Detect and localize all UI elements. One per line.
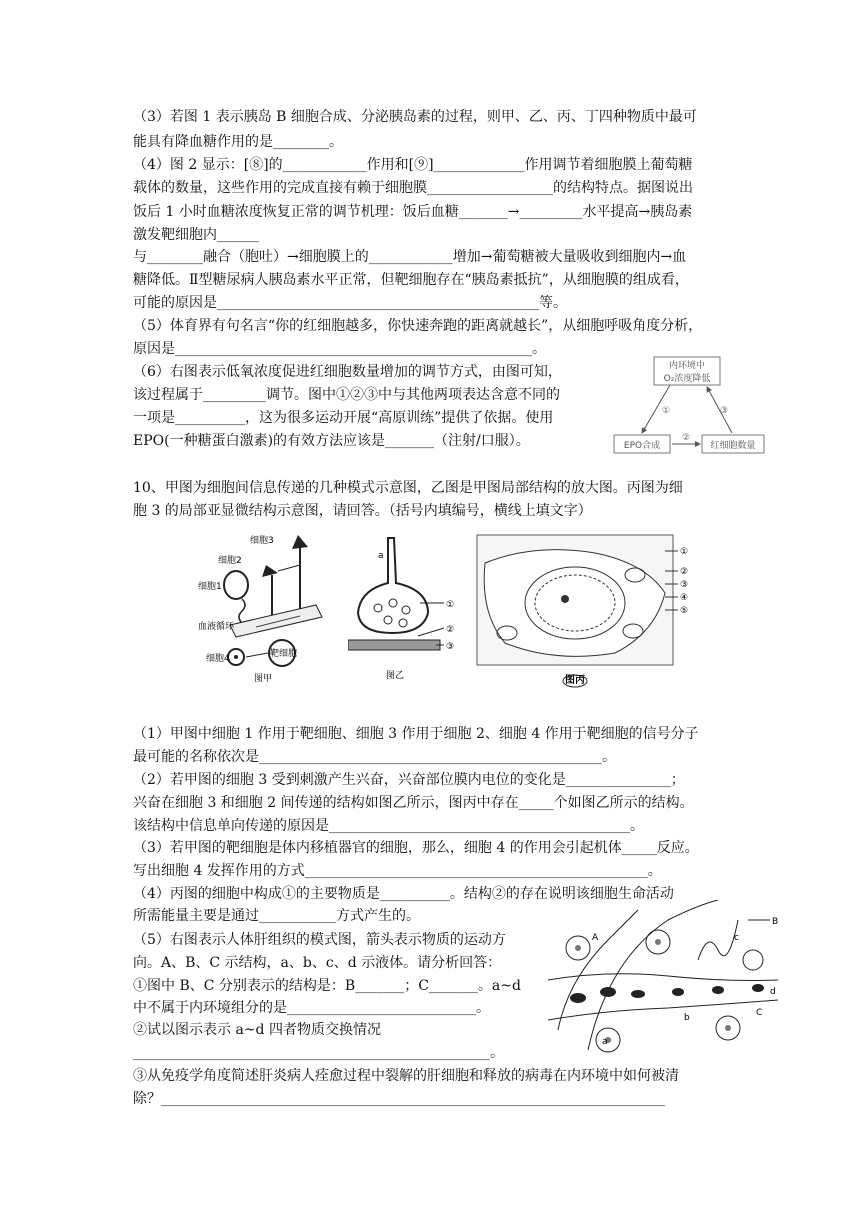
label-bing-1: ①	[680, 547, 689, 557]
liver-tissue-figure	[548, 900, 778, 1060]
q5-line2: 原因是___________________________________________________。	[133, 341, 546, 357]
s5-line6: ___________________________________________________。	[133, 1045, 504, 1061]
label-cell2: 细胞2	[218, 556, 242, 566]
q4-line2: 载体的数量，这些作用的完成直接有赖于细胞膜__________________的结构特点。据图说出	[133, 180, 693, 196]
liver-label-A: A	[592, 933, 599, 943]
arrow2-label: ②	[682, 433, 691, 443]
figure-bing	[475, 533, 697, 693]
q6-line4: EPO(一种糖蛋白激素)的有效方法应该是_______（注射/口服）。	[133, 433, 530, 449]
q6-line3: 一项是__________，这为很多运动开展“高原训练”提供了依据。使用	[133, 410, 554, 426]
label-yi-1: ①	[446, 600, 455, 610]
q3-line2: 能具有降血糖作用的是________。	[133, 134, 343, 150]
liver-label-d: d	[770, 987, 776, 997]
q5-line1: （5）体育界有句名言“你的红细胞越多，你快速奔跑的距离就越长”，从细胞呼吸角度分析，	[133, 318, 703, 334]
q10-line1: 10、甲图为细胞间信息传递的几种模式示意图，乙图是甲图局部结构的放大图。丙图为细	[133, 480, 683, 496]
s3-line1: （3）若甲图的靶细胞是体内移植器官的细胞，那么，细胞 4 的作用会引起机体_____反应。	[133, 840, 699, 856]
figure-jia	[196, 525, 344, 685]
s5-line7: ③从免疫学角度简述肝炎病人痊愈过程中裂解的肝细胞和释放的病毒在内环境中如何被清	[133, 1068, 679, 1084]
q4-line6: 糖降低。Ⅱ型糖尿病人胰岛素水平正常，但靶细胞存在“胰岛素抵抗”，从细胞膜的组成看，	[133, 272, 689, 288]
liver-label-b: b	[684, 1013, 690, 1023]
s5-line1: （5）右图表示人体肝组织的模式图，箭头表示物质的运动方	[133, 932, 506, 948]
liver-label-a: a	[602, 1037, 608, 1047]
label-cell3: 细胞3	[250, 536, 274, 546]
s3-line2: 写出细胞 4 发挥作用的方式_________________________________________________。	[133, 863, 662, 879]
label-cell4: 细胞4	[206, 654, 230, 664]
s1-line2: 最可能的名称依次是_________________________________________________。	[133, 749, 616, 765]
q3-line1: （3）若图 1 表示胰岛 B 细胞合成、分泌胰岛素的过程，则甲、乙、丙、丁四种物质中最可	[133, 109, 697, 125]
q6-line2: 该过程属于_________调节。图中①②③中与其他两项表达含意不同的	[133, 387, 560, 403]
s4-line2: 所需能量主要是通过___________方式产生的。	[133, 908, 420, 924]
liver-label-B: B	[772, 917, 778, 927]
label-cell1: 细胞1	[198, 582, 222, 592]
label-yi-3: ③	[446, 642, 455, 652]
fig-jia-caption: 图甲	[254, 674, 273, 684]
label-bing-3: ③	[680, 580, 689, 590]
q4-line4: 激发靶细胞内______	[133, 227, 259, 243]
label-target: 靶细胞	[270, 649, 298, 659]
diagram-left-label: EPO合成	[623, 441, 661, 451]
s5-line2: 向。A、B、C 示结构，a、b、c、d 示液体。请分析回答：	[133, 955, 502, 971]
figure-yi	[348, 528, 464, 683]
label-yi-2: ②	[446, 625, 455, 635]
fig-yi-caption: 图乙	[386, 671, 405, 681]
diagram-top-label2: O₂浓度降低	[663, 374, 711, 384]
q10-line2: 胞 3 的局部亚显微结构示意图，请回答。（括号内填编号，横线上填文字）	[133, 503, 592, 519]
s2-line2: 兴奋在细胞 3 和细胞 2 间传递的结构如图乙所示，图丙中存在_____个如图乙所示的结构。	[133, 795, 694, 811]
q6-line1: （6）右图表示低氧浓度促进红细胞数量增加的调节方式，由图可知，	[133, 364, 562, 380]
label-bing-5: ⑤	[680, 606, 689, 616]
diagram-right-label: 红细胞数量	[710, 441, 756, 451]
diagram-top-label: 内环境中	[668, 361, 706, 371]
q4-line3: 饭后 1 小时血糖浓度恢复正常的调节机理：饭后血糖_______→_________水平提高→胰岛素	[133, 204, 693, 220]
q4-line5: 与________融合（胞吐）→细胞膜上的____________增加→葡萄糖被大量吸收到细胞内→血	[133, 249, 687, 265]
arrow3-label: ③	[720, 406, 729, 416]
arrow1-label: ①	[662, 406, 671, 416]
label-a: a	[378, 551, 384, 561]
s2-line3: 该结构中信息单向传递的原因是___________________________________________。	[133, 818, 644, 834]
s5-line8: 除？________________________________________________________________________	[133, 1091, 665, 1107]
s4-line1: （4）丙图的细胞中构成①的主要物质是__________。结构②的存在说明该细胞生命活动	[133, 886, 674, 902]
s5-line5: ②试以图示表示 a~d 四者物质交换情况	[133, 1022, 381, 1038]
s1-line1: （1）甲图中细胞 1 作用于靶细胞、细胞 3 作用于细胞 2、细胞 4 作用于靶细胞的信号分子	[133, 726, 699, 742]
s2-line1: （2）若甲图的细胞 3 受到刺激产生兴奋，兴奋部位膜内电位的变化是_______________；	[133, 772, 685, 788]
label-bing-2: ②	[680, 567, 689, 577]
label-bing-4: ④	[680, 593, 689, 603]
s5-line3: ①图中 B、C 分别表示的结构是：B_______；C_______。a~d	[133, 978, 521, 994]
q4-line1: （4）图 2 显示：[⑧]的____________作用和[⑨]_____________作用调节着细胞膜上葡萄糖	[133, 157, 693, 173]
liver-label-c: c	[734, 933, 739, 943]
epo-regulation-diagram	[612, 355, 768, 457]
q4-line7: 可能的原因是______________________________________________等。	[133, 295, 567, 311]
label-blood: 血液循环	[198, 622, 235, 632]
fig-bing-caption: 图丙	[565, 675, 585, 686]
liver-label-C: C	[756, 1008, 763, 1018]
s5-line4: 中不属于内环境组分的是___________________________。	[133, 1000, 490, 1016]
